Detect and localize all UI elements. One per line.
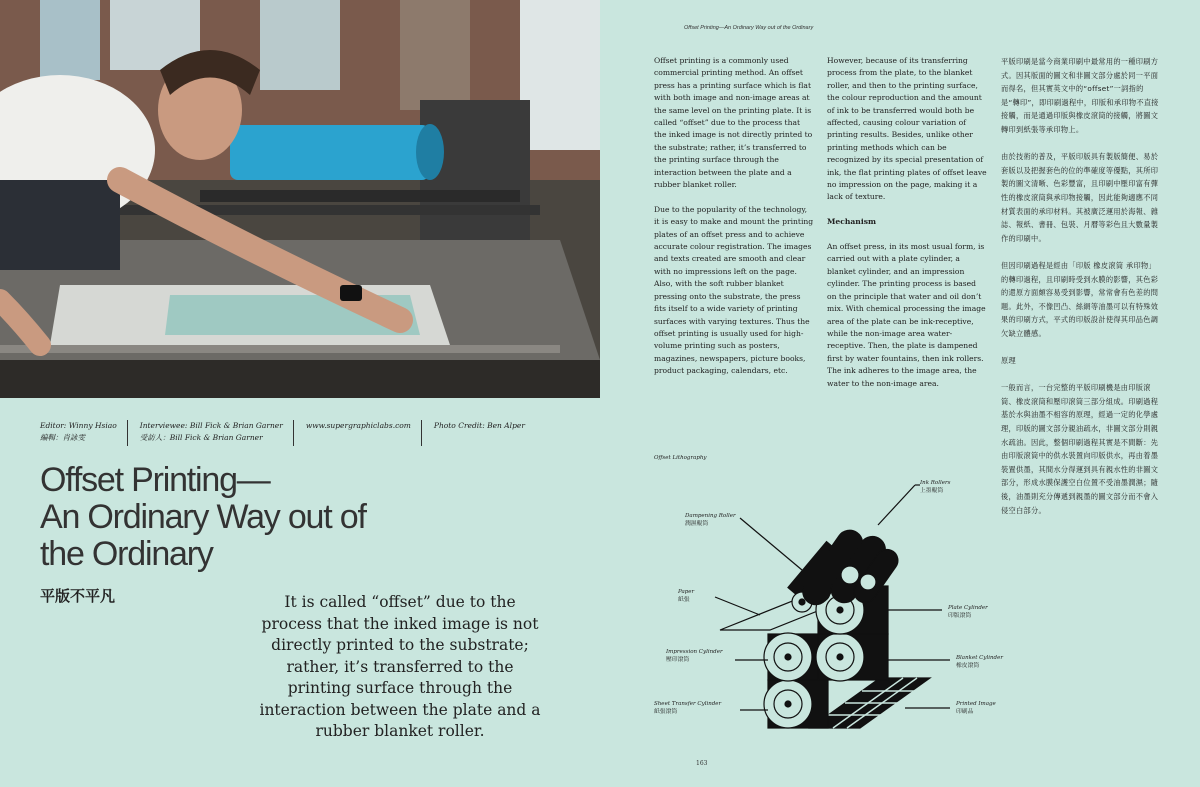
label-sheet-zh: 紙張滾筒 (654, 709, 678, 715)
credit-interviewee-zh: 受訪人：Bill Fick & Brian Garner (139, 433, 263, 442)
label-printed-zh: 印刷品 (956, 709, 974, 715)
article-title (40, 462, 420, 573)
credit-photo (434, 420, 535, 446)
col3-paragraph-4: 一般而言，一台完整的平版印刷機是由印版滾筒、橡皮滾筒和壓印滾筒三部分組成。印刷過程基於水與油墨不相容的原理，經過一定的化學處理，印版的圖文部分親油疏水，非圖文部分則親水疏油。因此，整個印刷過程其實是不間斷：先由印版滾筒中的供水裝置向印版供水，再由着墨裝置供墨，其間水分得運到具有親水性的非圖文部分，形成水膜保護空白位置不受油墨潤濕；隨後，油墨則充分傳遞到親墨的圖文部分而不會入侵空白部分。 (1001, 383, 1159, 515)
label-paper-zh: 紙張 (678, 597, 690, 603)
offset-lithography-diagram (650, 470, 1010, 750)
label-ink-rollers-zh: 上墨輥筒 (920, 488, 944, 494)
label-sheet-transfer-cylinder (654, 700, 721, 716)
credit-editor (40, 420, 128, 446)
pull-quote: It is called “offset” due to the process that the inked image is not directly printed to the substrate; rather, it’s transferred to the printing surface through the interaction between the plate and a rubber blanket roller. (259, 593, 541, 740)
figure-caption: Offset Lithography (654, 455, 707, 461)
label-blanket-en: Blanket Cylinder (956, 655, 1003, 661)
credit-website[interactable] (306, 420, 422, 446)
press-photo-illustration (0, 0, 600, 398)
page-number: 163 (696, 760, 708, 767)
label-plate-cylinder (948, 604, 988, 620)
label-plate-zh: 印版滾筒 (948, 613, 972, 619)
label-impression-zh: 壓印滾筒 (666, 657, 690, 663)
label-ink-rollers-en: Ink Rollers (920, 480, 951, 486)
col3-paragraph-2: 由於技術的普及，平版印版具有製版簡便、易於套版以及把握套色的位的準確度等優點，其所印製的圖文清晰、色彩豐富，且印刷中壓印富有彈性的橡皮滾筒與承印物接觸，因此能夠適應不同材質表面的承印材料。其被廣泛運用於海報、雜誌、報紙、書冊、包裝、月曆等彩色且大數量製作的印刷中。 (1001, 152, 1159, 243)
text-column-3-zh (1001, 55, 1161, 531)
credit-photo-en: Photo Credit: Ben Alper (433, 421, 525, 430)
col1-paragraph-2: Due to the popularity of the technology, it is easy to make and mount the printing plates of an offset press and to achieve accurate colour registration. The images and texts created are smooth and clear with no impressions left on the page. Also, with the soft rubber blanket pressing onto the substrate, the press fits itself to a wide variety of printing surfaces with varying textures. Thus the offset printing is usually used for high-volume printing such as posters, magazines, newspapers, picture books, product packaging, calendars, etc. (654, 204, 814, 376)
credits-row (40, 420, 580, 446)
col3-paragraph-3: 但因印刷過程是經由「印版 橡皮滾筒 承印物」的轉印過程，且印刷時受到水膜的影響，其色彩的還原方面頗容易受到影響，常常會有色差的問題。此外，不像凹凸、絲網等油墨可以有特殊效果的印刷方式，平式的印版設計使得其印品色調欠缺立體感。 (1001, 260, 1159, 338)
label-impression-cylinder (666, 648, 723, 664)
label-dampening-roller (685, 512, 736, 528)
title-line-1: Offset Printing— (40, 461, 270, 499)
label-dampening-zh: 潤濕輥筒 (685, 521, 709, 527)
col2-paragraph-2: An offset press, in its most usual form, is carried out with a plate cylinder, a blanket cylinder, and an impression cylinder. The printing process is based on the principle that water and oil don’t mix. With chemical processing the image area of the plate can be ink-receptive, while the non-image area water-receptive. Then, the plate is dampened first by water fountains, then ink rollers. The ink adheres to the image area, the water to the non-image area. (827, 242, 986, 388)
credit-interviewee-en: Interviewee: Bill Fick & Brian Garner (139, 421, 283, 430)
col2-paragraph-1: However, because of its transferring process from the plate, to the blanket roller, and then to the printing surface, the colour reproduction and the amount of ink to be transferred would both be affected, causing colour variation of printing results. Besides, unlike other printing methods which can be recognized by its special presentation of ink, the flat printing plates of offset leave no impression on the page, making it a lack of texture. (827, 56, 987, 202)
text-column-1 (654, 55, 814, 390)
text-column-2 (827, 55, 987, 402)
running-head: Offset Printing—An Ordinary Way out of the Ordinary (684, 25, 814, 31)
credit-interviewee (140, 420, 294, 446)
mechanism-subhead: Mechanism (827, 217, 877, 227)
credit-website-link[interactable]: www.supergraphiclabs.com (305, 421, 411, 430)
label-blanket-zh: 橡皮滾筒 (956, 663, 980, 669)
label-paper-en: Paper (678, 589, 695, 595)
title-line-3: the Ordinary (40, 535, 213, 573)
label-impression-en: Impression Cylinder (666, 649, 723, 655)
credit-editor-zh: 編輯：肖詠雯 (40, 433, 85, 442)
label-paper (678, 588, 694, 604)
label-printed-image (956, 700, 996, 716)
label-blanket-cylinder (956, 654, 1003, 670)
col1-paragraph-1: Offset printing is a commonly used commercial printing method. An offset press has a printing surface which is flat with both image and non-image areas at the same level on the printing plate. It is called “offset” due to the process that the inked image is not directly printed to the substrate; rather, it’s transferred to the printing surface through the interaction between the plate and a rubber blanket roller. (654, 56, 813, 190)
label-sheet-en: Sheet Transfer Cylinder (654, 701, 722, 707)
title-line-2: An Ordinary Way out of (40, 498, 366, 536)
principle-subhead: 原理 (1001, 356, 1016, 366)
credit-editor-en: Editor: Winny Hsiao (40, 421, 117, 430)
label-ink-rollers (920, 479, 950, 495)
article-title-zh: 平版不平凡 (40, 587, 116, 605)
label-dampening-en: Dampening Roller (685, 513, 736, 519)
label-plate-en: Plate Cylinder (948, 605, 988, 611)
label-printed-en: Printed Image (956, 701, 996, 707)
press-photo (0, 0, 600, 398)
col3-paragraph-1: 平版印刷是當今商業印刷中最常用的一種印刷方式。因其版面的圖文和非圖文部分處於同一平面而得名，但其實英文中的“offset”一詞指的是“轉印”，即印刷過程中，印版和承印物不直接接觸，而是通過印版與橡皮滾筒的接觸，將圖文轉印到紙張等承印物上。 (1001, 57, 1159, 134)
